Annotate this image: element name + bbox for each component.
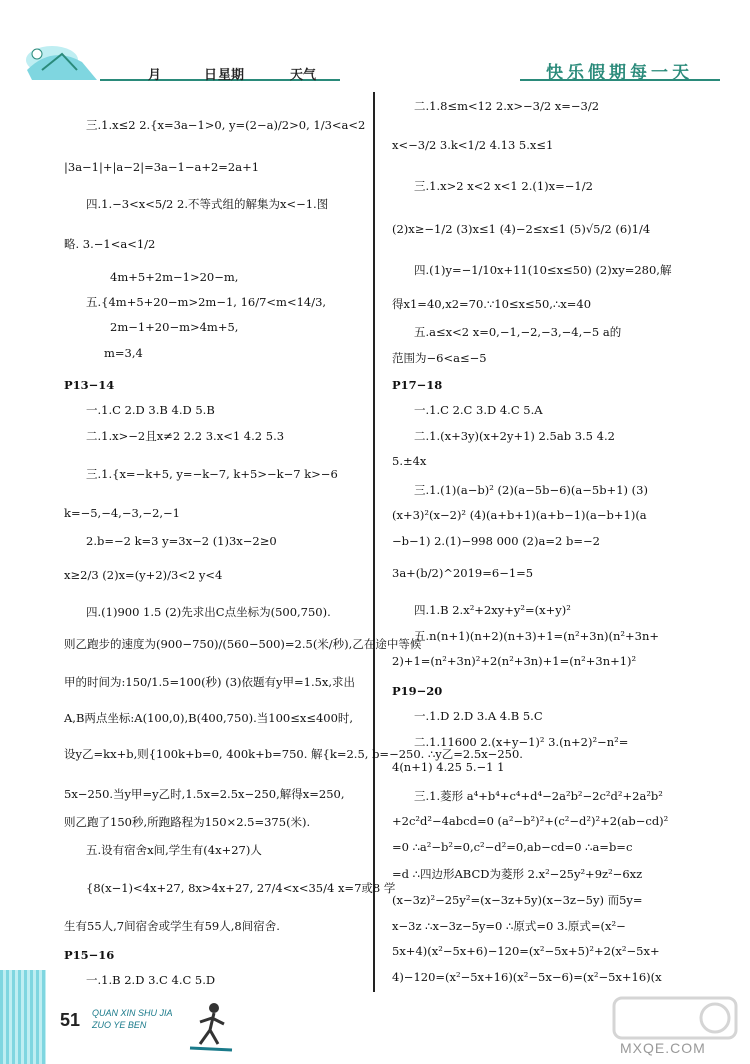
answer-line: 三.1.x>2 x<2 x<1 2.(1)x=−1/2 xyxy=(414,179,593,193)
answer-line: 5x−250.当y甲=y乙时,1.5x=2.5x−250,解得x=250, xyxy=(64,787,345,801)
answer-line: x≥2/3 (2)x=(y+2)/3<2 y<4 xyxy=(64,568,223,582)
answer-line: −b−1) 2.(1)−998 000 (2)a=2 b=−2 xyxy=(392,534,600,548)
column-divider xyxy=(373,92,375,992)
page-number: 51 xyxy=(60,1010,81,1030)
answer-line: A,B两点坐标:A(100,0),B(400,750).当100≤x≤400时, xyxy=(64,711,354,725)
answer-line: 三.1.(1)(a−b)² (2)(a−5b−6)(a−5b+1) (3) xyxy=(414,483,648,497)
answer-line: 3a+(b/2)^2019=6−1=5 xyxy=(392,566,534,580)
header-month: 月 xyxy=(148,68,162,83)
answer-line: x−3z ∴x−3z−5y=0 ∴原式=0 3.原式=(x²− xyxy=(392,919,626,933)
page-ref: P13−14 xyxy=(64,378,115,392)
logo-icon xyxy=(22,40,102,84)
answer-line: (x−3z)²−25y²=(x−3z+5y)(x−3z−5y) 而5y= xyxy=(392,893,643,907)
answer-line: 五.{4m+5+20−m>2m−1, 16/7<m<14/3, xyxy=(86,295,327,309)
answer-line: 一.1.D 2.D 3.A 4.B 5.C xyxy=(414,709,543,723)
answer-line: 甲的时间为:150/1.5=100(秒) (3)依题有y甲=1.5x,求出 xyxy=(64,675,356,689)
answer-line: 四.(1)900 1.5 (2)先求出C点坐标为(500,750). xyxy=(86,605,331,619)
answer-line: 范围为−6<a≤−5 xyxy=(392,351,487,365)
answer-line: 三.1.x≤2 2.{x=3a−1>0, y=(2−a)/2>0, 1/3<a<2 xyxy=(86,118,366,132)
publisher-name xyxy=(92,1007,173,1031)
answer-line: 略. 3.−1<a<1/2 xyxy=(64,237,156,251)
header-brand: 快乐假期每一天 xyxy=(546,63,693,83)
answer-line: 4m+5+2m−1>20−m, xyxy=(110,270,239,284)
answer-line: =0 ∴a²−b²=0,c²−d²=0,ab−cd=0 ∴a=b=c xyxy=(392,840,633,854)
answer-line: 五.n(n+1)(n+2)(n+3)+1=(n²+3n)(n²+3n+ xyxy=(414,629,659,643)
watermark-text: MXQE.COM xyxy=(620,1040,706,1056)
answer-line: 一.1.C 2.C 3.D 4.C 5.A xyxy=(414,403,543,417)
answer-line: 2.b=−2 k=3 y=3x−2 (1)3x−2≥0 xyxy=(86,534,277,548)
answer-line: 二.1.11600 2.(x+y−1)² 3.(n+2)²−n²= xyxy=(414,735,629,749)
answer-line: 四.1.B 2.x²+2xy+y²=(x+y)² xyxy=(414,603,571,617)
answer-line: x<−3/2 3.k<1/2 4.13 5.x≤1 xyxy=(392,138,554,152)
answer-line: 生有55人,7间宿舍或学生有59人,8间宿舍. xyxy=(64,919,280,933)
answer-line: 则乙跑了150秒,所跑路程为150×2.5=375(米). xyxy=(64,815,311,829)
answer-line: 4)−120=(x²−5x+16)(x²−5x−6)=(x²−5x+16)(x xyxy=(392,970,662,984)
answer-line: 二.1.(x+3y)(x+2y+1) 2.5ab 3.5 4.2 xyxy=(414,429,615,443)
skier-icon xyxy=(186,1000,236,1056)
answer-line: 设y乙=kx+b,则{100k+b=0, 400k+b=750. 解{k=2.5, b=−250. ∴y乙=2.5x−250. xyxy=(64,747,523,761)
answer-line: 2)+1=(n²+3n)²+2(n²+3n)+1=(n²+3n+1)² xyxy=(392,654,637,668)
answer-line: 得x1=40,x2=70.∵10≤x≤50,∴x=40 xyxy=(392,297,592,311)
answer-line: |3a−1|+|a−2|=3a−1−a+2=2a+1 xyxy=(64,160,260,174)
answer-line: {8(x−1)<4x+27, 8x>4x+27, 27/4<x<35/4 x=7或8 学 xyxy=(86,881,396,895)
publisher-line-1: QUAN XIN SHU JIA xyxy=(92,1008,173,1018)
answer-line: 则乙跑步的速度为(900−750)/(560−500)=2.5(米/秒),乙在途中等候 xyxy=(64,637,422,651)
answer-line: 2m−1+20−m>4m+5, xyxy=(110,320,239,334)
page-ref: P19−20 xyxy=(392,684,443,698)
answer-line: k=−5,−4,−3,−2,−1 xyxy=(64,506,180,520)
answer-line: 三.1.菱形 a⁴+b⁴+c⁴+d⁴−2a²b²−2c²d²+2a²b² xyxy=(414,789,663,803)
answer-line: 5.±4x xyxy=(392,454,427,468)
answer-line: 四.1.−3<x<5/2 2.不等式组的解集为x<−1.图 xyxy=(86,197,329,211)
page-ref: P15−16 xyxy=(64,948,115,962)
answer-line: 4(n+1) 4.25 5.−1 1 xyxy=(392,760,505,774)
answer-line: 五.a≤x<2 x=0,−1,−2,−3,−4,−5 a的 xyxy=(414,325,622,339)
answer-line: (2)x≥−1/2 (3)x≤1 (4)−2≤x≤1 (5)√5/2 (6)1/4 xyxy=(392,222,651,236)
answer-line: +2c²d²−4abcd=0 (a²−b²)²+(c²−d²)²+2(ab−cd)² xyxy=(392,814,669,828)
answer-line: 二.1.8≤m<12 2.x>−3/2 x=−3/2 xyxy=(414,99,600,113)
publisher-line-2: ZUO YE BEN xyxy=(92,1020,147,1030)
side-stripe xyxy=(0,970,46,1064)
answer-line: 5x+4)(x²−5x+6)−120=(x²−5x+5)²+2(x²−5x+ xyxy=(392,944,660,958)
answer-line: 五.设有宿舍x间,学生有(4x+27)人 xyxy=(86,843,262,857)
answer-line: 二.1.x>−2且x≠2 2.2 3.x<1 4.2 5.3 xyxy=(86,429,285,443)
answer-line: (x+3)²(x−2)² (4)(a+b+1)(a+b−1)(a−b+1)(a xyxy=(392,508,647,522)
page-ref: P17−18 xyxy=(392,378,443,392)
answer-line: 四.(1)y=−1/10x+11(10≤x≤50) (2)xy=280,解 xyxy=(414,263,672,277)
header-weekday: 星期 xyxy=(218,68,245,83)
answer-line: =d ∴四边形ABCD为菱形 2.x²−25y²+9z²−6xz xyxy=(392,867,643,881)
answer-line: 一.1.C 2.D 3.B 4.D 5.B xyxy=(86,403,215,417)
answer-line: 一.1.B 2.D 3.C 4.C 5.D xyxy=(86,973,216,987)
answer-line: m=3,4 xyxy=(104,346,143,360)
answer-line: 三.1.{x=−k+5, y=−k−7, k+5>−k−7 k>−6 xyxy=(86,467,338,481)
header-day: 日 xyxy=(204,68,218,83)
header-weather: 天气 xyxy=(290,68,317,83)
